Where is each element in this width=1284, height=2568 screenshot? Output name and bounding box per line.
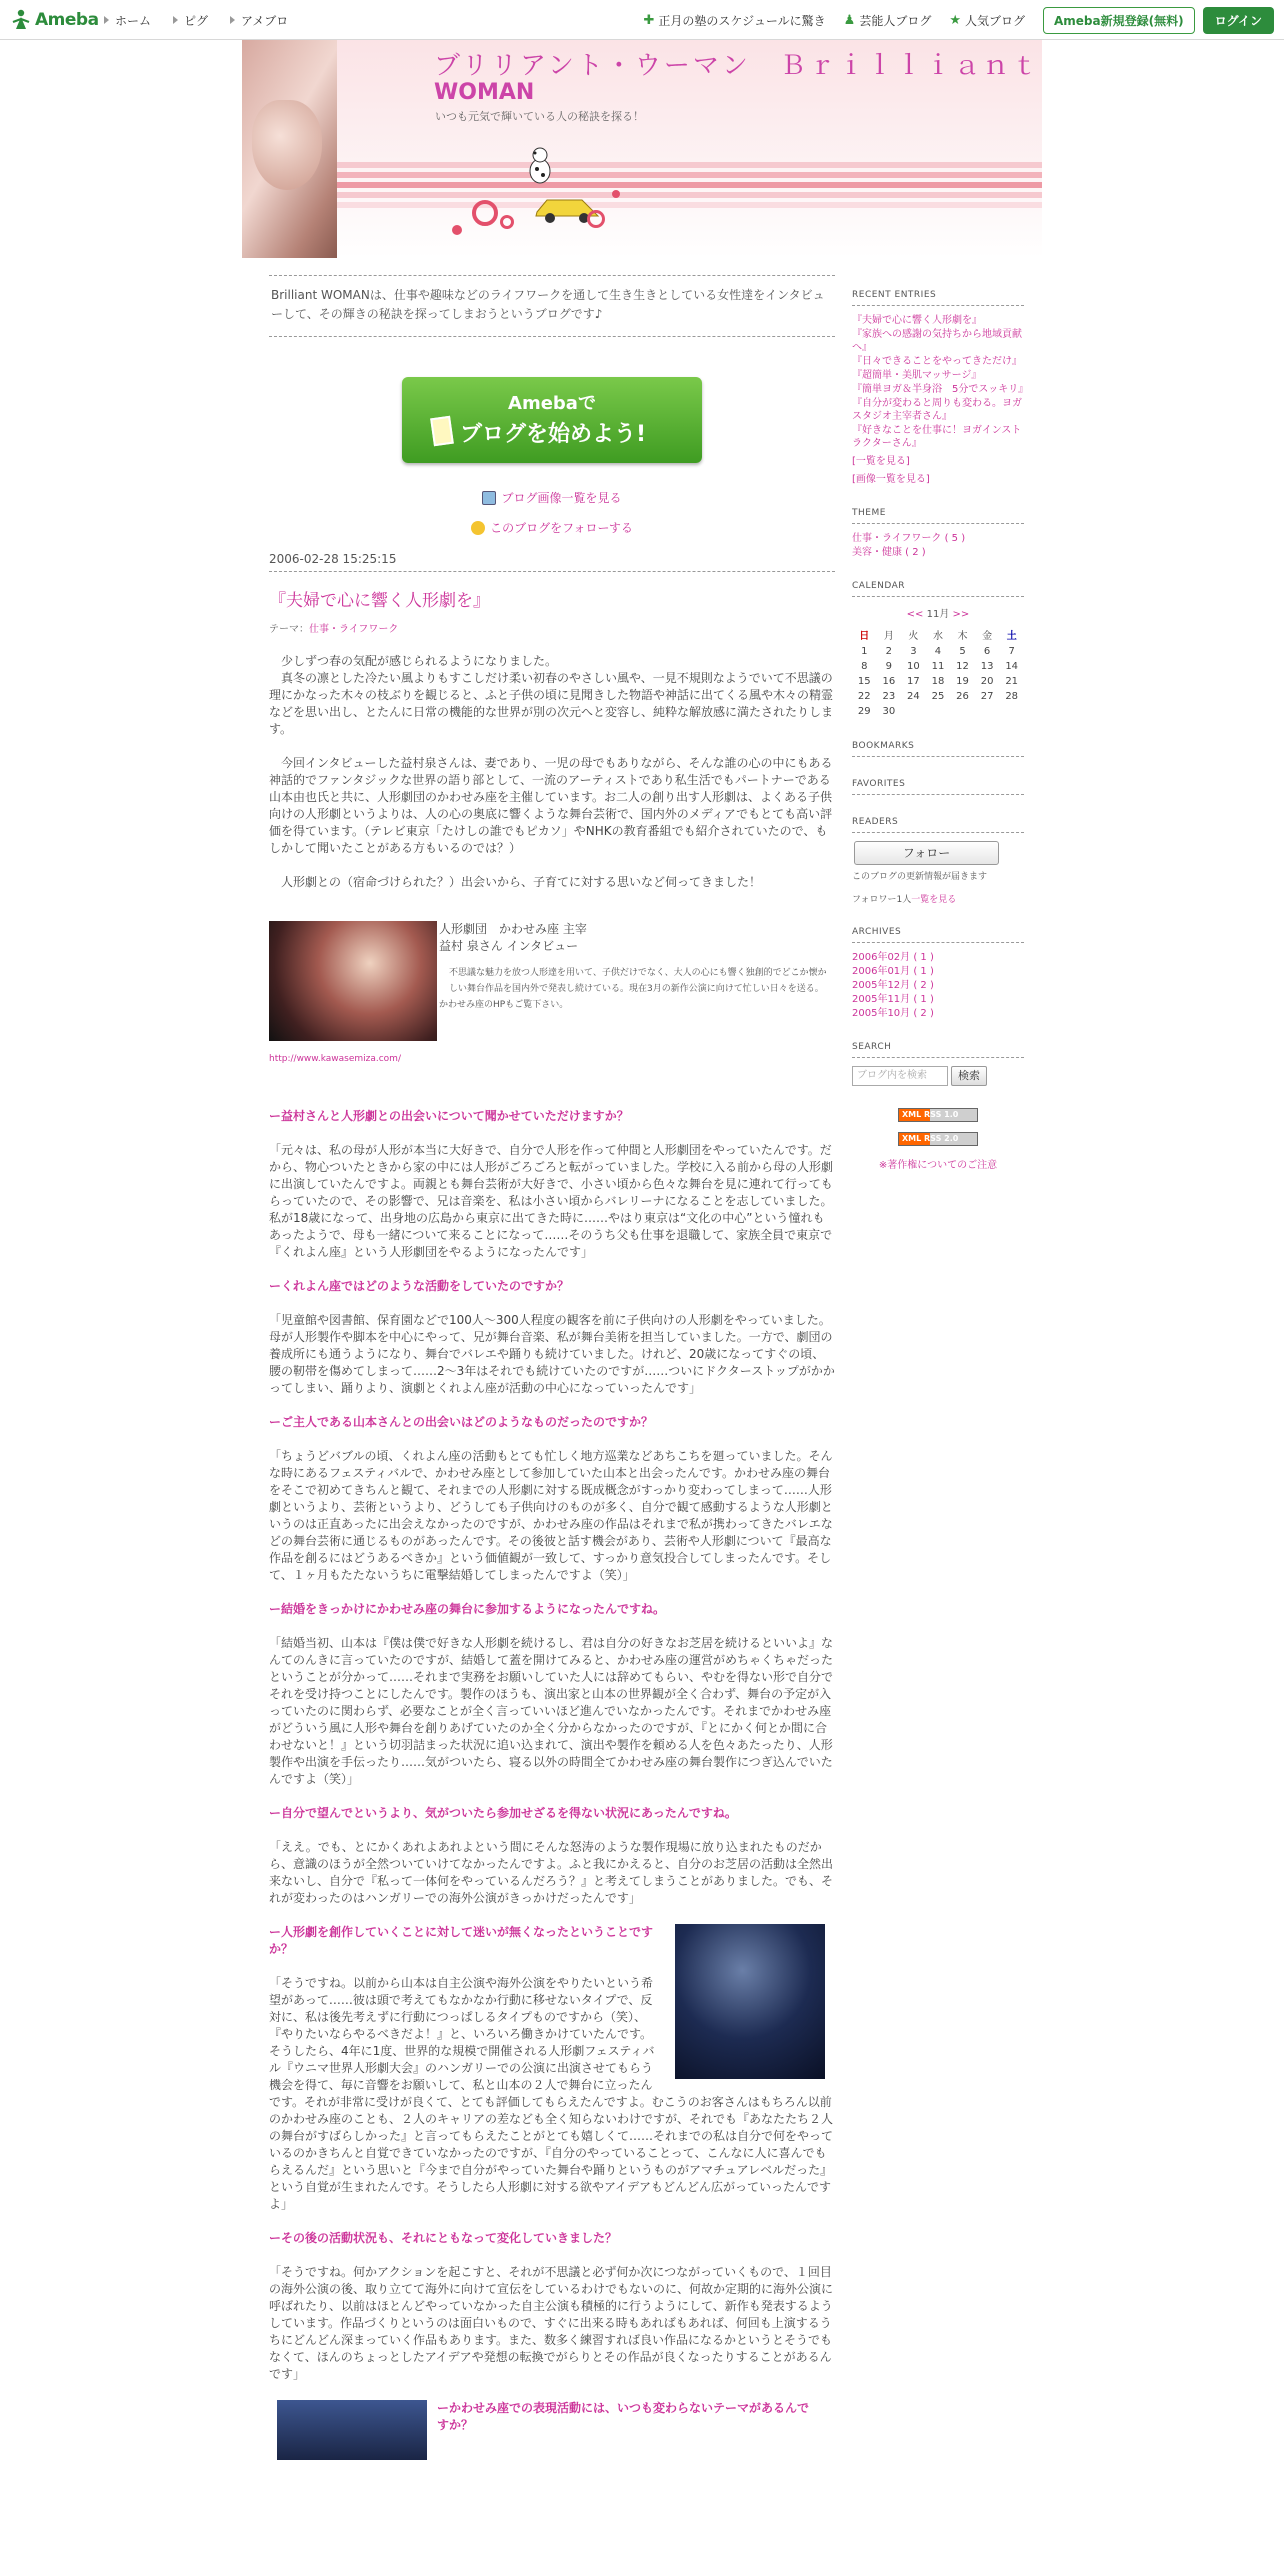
global-nav xyxy=(104,0,310,40)
entry-title[interactable]: 『夫婦で心に響く人形劇を』 xyxy=(269,591,490,611)
weekday: 月 xyxy=(883,631,894,642)
blog-sub-links xyxy=(269,489,835,536)
section-heading: ARCHIVES xyxy=(852,927,1024,943)
blog-description: Brilliant WOMANは、仕事や趣味などのライフワークを通して生き生きとしている女性達をインタビューして、その輝きの秘訣を探ってしまおうというブログです♪ xyxy=(269,275,835,337)
start-blog-line1: Amebaで xyxy=(508,393,596,414)
trending-link[interactable] xyxy=(643,12,825,29)
person-icon: ♟ xyxy=(843,12,856,28)
answer: 「そうですね。何かアクションを起こすと、それが不思議と必ず何か次につながっていくもので、１回目の海外公演の後、取り立てて海外に向けて宣伝をしているわけでもないのに、何故か定期的に海外公演に呼ばれたり、以前はほとんどやっていなかった自主公演も積極的に行うようにして、新作も発表するようしています。作品づくりというのは面白いもので、すぐに出来る時もあればもあれば、何回も上演するうちにどんどん深まっていく作品もあります。また、数多く練習すれば良い作品になるかというとそうでもなくて、ほんのちょっとしたアイデアや発想の転換でがらりとその作品が良くなったりすることがあるんです」 xyxy=(269,2265,834,2381)
follower-count-row xyxy=(852,892,1024,905)
archives-list xyxy=(852,951,1024,1020)
plus-icon: ✚ xyxy=(643,12,655,28)
archive-link[interactable]: 2005年11月 ( 1 ) xyxy=(852,994,934,1005)
header-photo xyxy=(242,40,337,258)
section-heading: READERS xyxy=(852,817,1024,833)
question: ー人形劇を創作していくことに対して迷いが無くなったということですか？ xyxy=(269,1925,654,1956)
celebrity-blog-label: 芸能人ブログ xyxy=(859,13,932,28)
follow-blog-link[interactable]: このブログをフォローする xyxy=(490,521,633,535)
recent-entry-link[interactable]: 『好きなことを仕事に！ヨガインストラクターさん』 xyxy=(852,425,1022,449)
follower-list-link[interactable]: 一覧を見る xyxy=(911,895,957,905)
archive-link[interactable]: 2005年12月 ( 2 ) xyxy=(852,980,934,991)
image-list-icon xyxy=(482,491,496,505)
blog-header xyxy=(242,40,1042,258)
calendar-day xyxy=(975,704,1000,719)
paragraph: 少しずつ春の気配が感じられるようになりました。 真冬の凛とした冷たい風よりもすこしだけ柔い初春のやさしい風や、一見不規則なようでいて不思議の理にかなった木々の枝ぶりを観じると、ふと子供の頃に見聞きした物語や神話に出てくる風や木々の精霊などを思い出し、とたんに日常の機能的な世界が別の次元へと変容し、純粋な解放感に満たされたりします。 xyxy=(269,654,834,736)
calendar-day: 4 xyxy=(934,646,942,657)
puppet-photo xyxy=(675,1924,825,2079)
search-input[interactable]: ブログ内を検索 xyxy=(852,1066,948,1086)
rss1-badge[interactable]: XML RSS 1.0 xyxy=(898,1108,978,1122)
favorites-section xyxy=(852,779,1024,795)
photo-link-wrap xyxy=(269,1051,835,1068)
image-list-link[interactable]: ブログ画像一覧を見る xyxy=(501,491,622,505)
archive-link[interactable]: 2005年10月 ( 2 ) xyxy=(852,1008,934,1019)
calendar-day: 15 xyxy=(857,676,871,687)
calendar-day: 8 xyxy=(861,661,868,672)
photo-caption xyxy=(437,921,835,1041)
calendar-header xyxy=(852,605,1024,620)
ameba-logo-icon xyxy=(10,9,32,31)
decor-circle xyxy=(587,210,605,228)
calendar-day: 29 xyxy=(857,706,871,717)
calendar-day: 14 xyxy=(1005,661,1019,672)
calendar-day: 28 xyxy=(1005,691,1019,702)
calendar-day xyxy=(999,704,1024,719)
arrow-icon xyxy=(173,16,178,24)
follow-note: このブログの更新情報が届きます xyxy=(852,872,988,882)
section-heading: THEME xyxy=(852,508,1024,524)
calendar-day: 10 xyxy=(907,661,920,672)
calendar-day: 17 xyxy=(907,676,920,687)
star-icon: ★ xyxy=(949,12,961,28)
question: ー結婚をきっかけにかわせみ座の舞台に参加するようになったんですね。 xyxy=(269,1602,666,1616)
weekday: 金 xyxy=(982,631,993,642)
section-heading: CALENDAR xyxy=(852,581,1024,597)
blog-title-2[interactable]: WOMAN xyxy=(434,80,535,105)
decor-circle xyxy=(452,225,462,235)
sidebar xyxy=(852,290,1029,1193)
calendar-section xyxy=(852,581,1024,719)
header-stripe xyxy=(337,172,1042,178)
calendar-day: 3 xyxy=(910,646,917,657)
question: ーくれよん座ではどのような活動をしていたのですか？ xyxy=(269,1279,570,1293)
recent-entries-section xyxy=(852,290,1029,486)
dalmatian-icon xyxy=(525,145,555,185)
calendar-week xyxy=(852,689,1024,704)
header-right xyxy=(643,0,1274,40)
follow-icon xyxy=(471,521,485,535)
archive-link[interactable]: 2006年02月 ( 1 ) xyxy=(852,952,934,963)
recent-entry-link[interactable]: 『家族への感謝の気持ちから地域貢献へ』 xyxy=(852,329,1022,353)
calendar-week xyxy=(852,659,1024,674)
calendar-day xyxy=(926,704,951,719)
theme-section xyxy=(852,508,1024,559)
calendar-day: 5 xyxy=(959,646,966,657)
archives-section xyxy=(852,927,1024,1020)
answer: 「児童館や図書館、保育園などで100人～300人程度の観客を前に子供向けの人形劇をやっていました。母が人形製作や脚本を中心にやって、兄が舞台音楽、私が舞台美術を担当していました。一方で、劇団の養成所にも通うようになり、舞台でバレエや踊りも続けていました。けれど、20歳になってすぐの頃、腰の靭帯を傷めてしまって……2～3年はそれでも続けていたのですが……ついにドクターストップがかかってしまい、踊りより、演劇とくれよん座が活動の中心になっていったんです」 xyxy=(269,1313,835,1395)
caption-line: 益村 泉さん インタビュー xyxy=(439,939,579,953)
calendar-day: 26 xyxy=(956,691,969,702)
calendar-day: 16 xyxy=(882,676,896,687)
calendar-day: 9 xyxy=(885,661,893,672)
calendar-day: 30 xyxy=(882,706,896,717)
entry-theme xyxy=(269,620,835,635)
bottom-photo-block xyxy=(269,2400,835,2460)
theme-list xyxy=(852,532,1024,559)
popular-blog-link[interactable] xyxy=(949,12,1025,29)
calendar-day: 22 xyxy=(857,691,871,702)
calendar-prev[interactable]: << xyxy=(906,609,924,620)
copyright-note-link[interactable]: ※著作権についてのご注意 xyxy=(878,1160,998,1171)
recent-entry-link[interactable]: 『日々できることをやってきただけ』 xyxy=(852,356,1022,367)
login-button[interactable]: ログイン xyxy=(1203,7,1274,34)
celebrity-blog-link[interactable] xyxy=(844,12,932,29)
header-stripe xyxy=(337,182,1042,188)
caption-hp-note: かわせみ座のHPもご覧下さい。 xyxy=(439,1000,569,1010)
answer: 「元々は、私の母が人形が本当に大好きで、自分で人形を作って仲間と人形劇団をやっていたんです。だから、物心ついたときから家の中には人形がごろごろと転がっていました。学校に入る前から母の人形劇に出演していたんですよ。両親とも舞台芸術が大好きで、小さい頃から色々な舞台を見に連れて行ってもらっていたので、その影響で、兄は音楽を、私は小さい頃からバレリーナになることを志していました。私が18歳になって、出身地の広島から東京に出てきた時に……やはり東京は“文化の中心”という憧れもあったようで、母も一緒について来ることになって……そのうち父も仕事を退職して、家族全員で東京で『くれよん座』という人形劇団をやるようになったんです」 xyxy=(269,1143,834,1259)
calendar-week xyxy=(852,644,1024,659)
nav-ameblo[interactable] xyxy=(230,12,288,29)
question: ー自分で望んでというより、気がついたら参加せざるを得ない状況にあったんですね。 xyxy=(269,1806,737,1820)
decor-circle xyxy=(472,200,498,226)
calendar-month: 11月 xyxy=(926,609,950,620)
calendar-day: 2 xyxy=(885,646,893,657)
calendar-day: 1 xyxy=(861,646,868,657)
arrow-icon xyxy=(104,16,109,24)
calendar-day: 7 xyxy=(1008,646,1015,657)
theme-item[interactable]: 仕事・ライフワーク ( 5 ) xyxy=(852,533,966,544)
start-blog-banner[interactable] xyxy=(402,377,702,463)
popular-blog-label: 人気ブログ xyxy=(964,13,1025,28)
decor-circle xyxy=(500,215,514,229)
theme-label: テーマ： xyxy=(269,624,309,635)
archive-link[interactable]: 2006年01月 ( 1 ) xyxy=(852,966,934,977)
paragraph: 今回インタビューした益村泉さんは、妻であり、一児の母でもありながら、そんな誰の心の中にもある神話的でファンタジックな世界の語り部として、一流のアーティストであり私生活でもパートナーである山本由也氏と共に、人形劇団のかわせみ座を主催しています。お二人の創り出す人形劇は、よくある子供向けの人形劇というよりは、人の心の奥底に響くような舞台芸術で、国内外のメディアでもとても高い評価を得ています。（テレビ東京「たけしの誰でもピカソ」やNHKの教育番組でも紹介されていたので、もしかして聞いたことがある方もいるのでは？） xyxy=(269,756,833,855)
theme-item[interactable]: 美容・健康 ( 2 ) xyxy=(852,547,926,558)
calendar-table xyxy=(852,625,1024,719)
start-blog-banner-wrap xyxy=(269,377,835,467)
calendar-week xyxy=(852,704,1024,719)
nav-home[interactable] xyxy=(104,12,151,29)
decor-circle xyxy=(612,190,620,198)
answer: 「ちょうどバブルの頃、くれよん座の活動もとても忙しく地方巡業などあちこちを廻っていました。そんな時にあるフェスティバルで、かわせみ座として参加していた山本と出会ったんです。かわせみ座の舞台をそこで初めてきちんと観て、それまでの人形劇に対する既成概念がすっかり変わってしまって……人形劇というより、芸術というより、どうしても子供向けのものが多く、自分で観て感動するような人形劇というのは正直あったに出会えなかったのですが、かわせみ座の作品はそれまで私が携わってきたバレエなどの舞台芸術に通じるものがあったんです。その後彼と話す機会があり、芸術や人形劇について『最高な作品を創るにはどうあるべきか』という価値観が一致して、すっかり意気投合してしまったんです。そして、１ヶ月もたたないうちに電撃結婚してしまったんですよ（笑）」 xyxy=(269,1449,833,1582)
caption-detail: 不思議な魅力を放つ人形達を用いて、子供だけでなく、大人の心にも響く独創的でどこか懐かしい舞台作品を国内外で発表し続けている。現在3月の新作公演に向けて忙しい日々を送る。 xyxy=(449,968,827,994)
recent-entry-link[interactable]: 『自分が変わると周りも変わる。ヨガスタジオ主宰者さん』 xyxy=(852,398,1022,422)
nav-pigg[interactable] xyxy=(173,12,208,29)
main-column xyxy=(269,275,835,2460)
theme-link[interactable]: 仕事・ライフワーク xyxy=(309,624,399,635)
feeds-section xyxy=(852,1108,1024,1171)
calendar-day: 6 xyxy=(983,646,991,657)
search-button[interactable]: 検索 xyxy=(951,1066,987,1086)
rss2-badge[interactable]: XML RSS 2.0 xyxy=(898,1132,978,1146)
recent-more-link[interactable]: [一覧を見る] xyxy=(852,456,910,467)
header-face-image xyxy=(252,100,322,190)
caption-line: 人形劇団 かわせみ座 主宰 xyxy=(439,922,587,936)
calendar-day xyxy=(901,704,926,719)
recent-entry-link[interactable]: 『超簡単・美肌マッサージ』 xyxy=(852,370,982,381)
calendar-day: 18 xyxy=(931,676,945,687)
paragraph: 人形劇との（宿命づけられた？）出会いから、子育てに対する思いなど伺ってきました！ xyxy=(269,875,762,889)
ameba-logo[interactable] xyxy=(10,8,99,32)
answer: 「ええ。でも、とにかくあれよあれよという間にそんな怒涛のような製作現場に放り込まれたものだから、意識のほうが全然ついていけてなかったんですよ。ふと我にかえると、自分のお芝居の活動は全然出来ないし、自分で『私って一体何をやっているんだろう？』と考えてしまうことがありました。でも、それが変わったのはハンガリーでの海外公演がきっかけだったんです」 xyxy=(269,1840,834,1905)
calendar-day: 27 xyxy=(980,691,994,702)
calendar-day: 11 xyxy=(931,661,945,672)
question: ーその後の活動状況も、それにともなって変化していきました？ xyxy=(269,2231,618,2245)
nav-pigg-label: ピグ xyxy=(184,13,209,28)
weekday: 木 xyxy=(957,631,968,642)
calendar-weekdays xyxy=(852,625,1024,644)
question: ーご主人である山本さんとの出会いはどのようなものだったのですか？ xyxy=(269,1415,654,1429)
question: ーかわせみ座での表現活動には、いつも変わらないテーマがあるんですか？ xyxy=(437,2401,810,2432)
bookmarks-section xyxy=(852,741,1024,757)
calendar-week xyxy=(852,674,1024,689)
blog-title[interactable]: ブリリアント・ウーマン Ｂｒｉｌｌｉａｎｔ xyxy=(434,51,1041,81)
answer: 「結婚当初、山本は『僕は僕で好きな人形劇を続けるし、君は自分の好きなお芝居を続けるといいよ』なんてのんきに言っていたのですが、結婚して蓋を開けてみると、かわせみ座の運営がめちゃくちゃだったということが分かって……それまで実務をお願いしていた人には辞めてもらい、やむを得ない形で自分でそれを受け持つことにしたんです。製作のほうも、演出家と山本の世界観が全く合わず、舞台の予定が入っていたのに関わらず、必要なことが全く言っていいほど進んでいなかったんです。それまでかわせみ座がどういう風に人形や舞台を創りあげていたのか全く分からなかったのですが、『とにかく何とか間に合わせないと！』という切羽詰まった状況に追い込まれて、演出や製作を頼める人を色々あたったり、人形製作や出演を手伝ったり……気がついたら、寝る以外の時間全てかわせみ座の舞台製作につぎ込んでいたんですよ（笑）」 xyxy=(269,1636,834,1786)
calendar-day xyxy=(950,704,975,719)
header-stripe xyxy=(337,162,1042,168)
blog-container xyxy=(242,40,1042,2568)
recent-entry-link[interactable]: 『簡単ヨガ＆半身浴 5分でスッキリ』 xyxy=(852,384,1029,395)
ameba-logo-text: Ameba xyxy=(35,10,99,30)
interviewee-photo xyxy=(269,921,437,1041)
section-heading: RECENT ENTRIES xyxy=(852,290,1024,306)
section-heading: FAVORITES xyxy=(852,779,1024,795)
start-blog-line2: ブログを始めよう! xyxy=(460,422,647,447)
nav-home-label: ホーム xyxy=(115,13,152,28)
calendar-day: 20 xyxy=(980,676,994,687)
blog-subtitle: いつも元気で輝いている人の秘訣を探る！ xyxy=(435,110,644,123)
calendar-day: 21 xyxy=(1005,676,1019,687)
weekday: 日 xyxy=(859,631,870,642)
weekday: 水 xyxy=(932,631,943,642)
calendar-day: 24 xyxy=(907,691,920,702)
calendar-next[interactable]: >> xyxy=(952,609,970,620)
notepad-icon xyxy=(430,416,454,447)
kawasemiza-link[interactable]: http://www.kawasemiza.com/ xyxy=(269,1054,401,1064)
calendar-day: 25 xyxy=(931,691,945,702)
weekday: 土 xyxy=(1006,631,1017,642)
entry-date: 2006-02-28 15:25:15 xyxy=(269,552,835,572)
section-heading: BOOKMARKS xyxy=(852,741,1024,757)
search-section xyxy=(852,1042,1024,1086)
entry-body xyxy=(269,653,835,2460)
follow-button[interactable]: フォロー xyxy=(854,841,999,865)
recent-images-link[interactable]: [画像一覧を見る] xyxy=(852,474,930,485)
answer: 「そうですね。以前から山本は自主公演や海外公演をやりたいという希望があって……彼は頭で考えてもなかなか行動に移せないタイプで、反対に、私は後先考えずに行動につっぱしるタイプものですから（笑）、『やりたいならやるべきだよ！』と、いろいろ働きかけていたんです。そうしたら、4年に1度、世界的な規模で開催される人形劇フェスティバル『ウニマ世界人形劇大会』のハンガリーでの公演に出演させてもらう機会を得て、毎に音響をお願いして、私と山本の２人で舞台に立ったんです。それが非常に受けが良くて、とても評価してもらえたんですよ。むこうのお客さんはもちろん以前のかわせみ座のことも、２人のキャリアの差なども全く知らないわけですが、それでも『あなたたち２人の舞台がすばらしかった』と言ってもらえたことがとても嬉しくて……それまでの私は自分で何をやっているのかきちんと自覚できていなかったのですが、『自分のやっていることって、こんなに人に喜んでもらえるんだ』という思いと『今まで自分がやっていた舞台や踊りというものがアマチュアレベルだった』という自覚が生まれたんです。そうしたら人形劇に対する欲やアイデアもどんどん広がっていったんですよ」 xyxy=(269,1976,834,2211)
recent-entry-link[interactable]: 『夫婦で心に響く人形劇を』 xyxy=(852,315,982,326)
arrow-icon xyxy=(230,16,235,24)
calendar-day: 23 xyxy=(882,691,896,702)
follower-count: フォロワー1人 xyxy=(852,895,912,905)
header-stripe xyxy=(337,192,1042,198)
stage-photo xyxy=(277,2400,427,2460)
recent-entries-list xyxy=(852,314,1029,486)
search-row xyxy=(852,1066,1024,1086)
trending-label: 正月の塾のスケジュールに驚き xyxy=(658,13,826,28)
calendar-day: 13 xyxy=(980,661,994,672)
register-button[interactable]: Ameba新規登録(無料) xyxy=(1043,7,1195,34)
interviewee-photo-block xyxy=(269,921,835,1041)
calendar-day: 12 xyxy=(956,661,969,672)
nav-ameblo-label: アメブロ xyxy=(241,13,289,28)
readers-section xyxy=(852,817,1024,905)
question: ー益村さんと人形劇との出会いについて聞かせていただけますか？ xyxy=(269,1109,629,1123)
calendar-day: 19 xyxy=(956,676,969,687)
section-heading: SEARCH xyxy=(852,1042,1024,1058)
header-stripe xyxy=(337,202,1042,208)
weekday: 火 xyxy=(908,631,919,642)
ameba-header-bar xyxy=(0,0,1284,40)
